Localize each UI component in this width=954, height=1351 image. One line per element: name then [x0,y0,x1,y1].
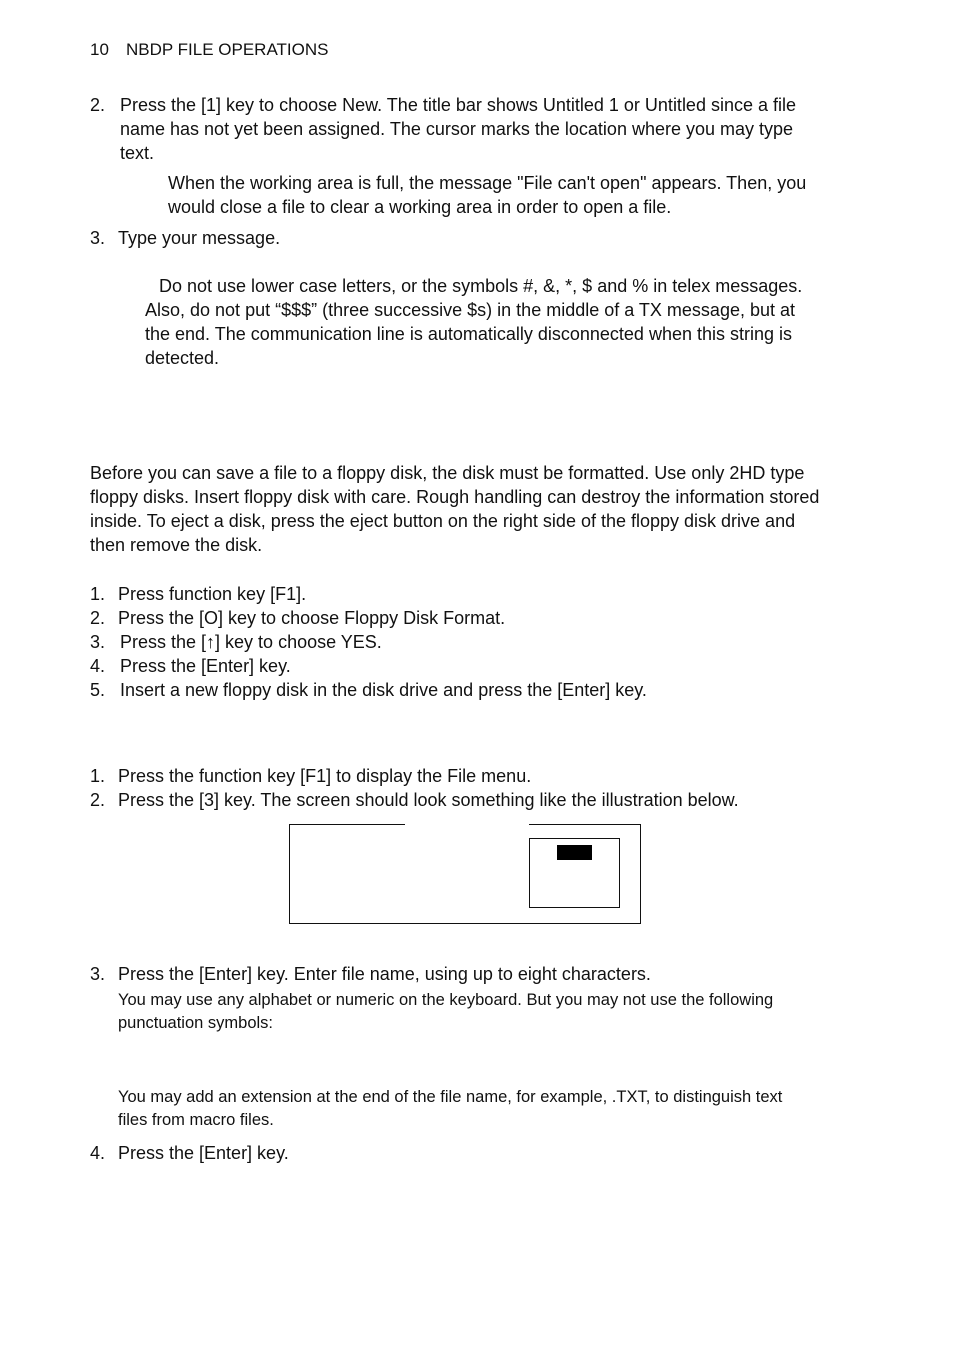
step-text: text. [120,143,155,163]
step-text: Press the [Enter] key. Enter file name, using up to eight characters. [118,964,651,984]
step-text: Press the [Enter] key. [118,1143,289,1163]
step-number: 1. [90,584,106,604]
note-text: You may use any alphabet or numeric on the keyboard. But you may not use the following [118,991,774,1009]
step-number: 3. [90,228,106,248]
step-text: Press the [O] key to choose Floppy Disk Format. [118,608,506,628]
step-text: Press the [Enter] key. [120,656,291,676]
step-number: 2. [90,790,106,810]
step-text: Press the [1] key to choose New. The title bar shows Untitled 1 or Untitled since a file [120,95,797,115]
format-intro: Before you can save a file to a floppy disk, the disk must be formatted. Use only 2HD type [90,463,805,483]
telex-note: Also, do not put “$$$” (three successive $s) in the middle of a TX message, but at [145,300,796,320]
step-number: 1. [90,766,106,786]
format-intro: inside. To eject a disk, press the eject button on the right side of the floppy disk drive and [90,511,796,531]
step-number: 2. [90,608,106,628]
cursor-block [557,845,592,860]
telex-note: the end. The communication line is automatically disconnected when this string is [145,324,793,344]
step-text: Type your message. [118,228,281,248]
section-title: NBDP FILE OPERATIONS [126,40,329,59]
step-text: Press the [↑] key to choose YES. [120,632,382,652]
telex-note: Do not use lower case letters, or the symbols #, &, *, $ and % in telex messages. [159,276,803,296]
step-number: 5. [90,680,106,700]
note-text: When the working area is full, the message "File can't open" appears. Then, you [168,173,807,193]
step-text: Press the function key [F1] to display the File menu. [118,766,532,786]
step-text: name has not yet been assigned. The cursor marks the location where you may type [120,119,794,139]
screen-illustration [289,824,641,924]
save-dialog-box [529,838,620,908]
step-text: Press the [3] key. The screen should look something like the illustration below. [118,790,739,810]
step-number: 4. [90,656,106,676]
telex-note: detected. [145,348,220,368]
format-intro: then remove the disk. [90,535,263,555]
step-number: 3. [90,632,106,652]
note-text: files from macro files. [118,1111,274,1129]
step-number: 3. [90,964,106,984]
note-text: You may add an extension at the end of the file name, for example, .TXT, to distinguish text [118,1088,783,1106]
step-text: Insert a new floppy disk in the disk drive and press the [Enter] key. [120,680,647,700]
page-number: 10 [90,40,109,59]
step-text: Press function key [F1]. [118,584,307,604]
note-text: would close a file to clear a working area in order to open a file. [168,197,672,217]
step-number: 2. [90,95,106,115]
note-text: punctuation symbols: [118,1014,274,1032]
title-bar-gap [405,823,529,827]
format-intro: floppy disks. Insert floppy disk with care. Rough handling can destroy the information stored [90,487,820,507]
step-number: 4. [90,1143,106,1163]
